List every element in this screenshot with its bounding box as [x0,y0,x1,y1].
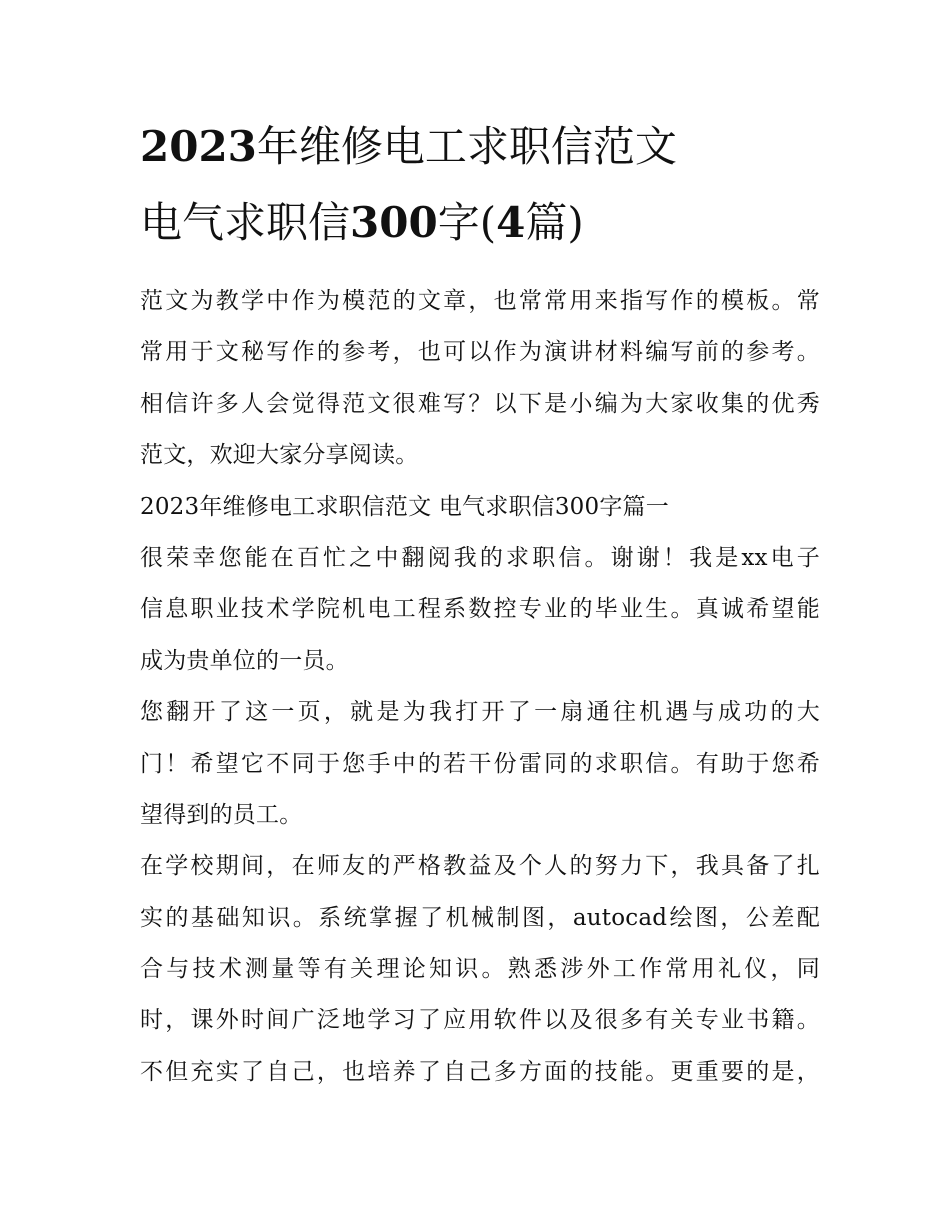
title-line-2-text-a: 电气求职信 [140,198,351,247]
document-title-line-1 [140,122,840,172]
section-heading: 2023年维修电工求职信范文 电气求职信300字篇一 [140,493,669,520]
title-year: 2023 [140,122,257,171]
title-line-1-text: 年维修电工求职信范文 [256,122,677,171]
text-line: 范文为教学中作为模范的文章，也常常用来指写作的模板。常 [140,288,820,314]
text-line: 合与技术测量等有关理论知识。熟悉涉外工作常用礼仪，同 [140,956,820,983]
title-word-count: 300 [350,198,438,247]
text-line: 很荣幸您能在百忙之中翻阅我的求职信。谢谢！我是xx电子 [140,544,820,571]
title-line-2-text-c: 篇) [525,198,584,247]
document-body [140,280,820,1102]
title-article-count: 4 [496,198,526,247]
text-line: 相信许多人会觉得范文很难写？以下是小编为大家收集的优秀 [140,390,820,417]
text-line: 您翻开了这一页，就是为我打开了一扇通往机遇与成功的大 [140,699,820,726]
title-line-2-text-b: 字( [437,198,497,247]
text-line: 信息职业技术学院机电工程系数控专业的毕业生。真诚希望能 [140,596,820,623]
text-line: 时，课外时间广泛地学习了应用软件以及很多有关专业书籍。 [140,1007,820,1034]
text-line: 范文，欢迎大家分享阅读。 [140,442,419,469]
text-line: 门！希望它不同于您手中的若干份雷同的求职信。有助于您希 [140,750,820,777]
text-line: 成为贵单位的一员。 [140,647,349,674]
text-line: 常用于文秘写作的参考，也可以作为演讲材料编写前的参考。 [140,339,820,366]
text-line: 在学校期间，在师友的严格教益及个人的努力下，我具备了扎 [140,853,820,880]
text-line: 实的基础知识。系统掌握了机械制图，autocad绘图，公差配 [140,904,820,931]
text-line: 不但充实了自己，也培养了自己多方面的技能。更重要的是， [140,1058,820,1085]
document-title-line-2 [140,198,840,248]
text-line: 望得到的员工。 [140,801,303,828]
